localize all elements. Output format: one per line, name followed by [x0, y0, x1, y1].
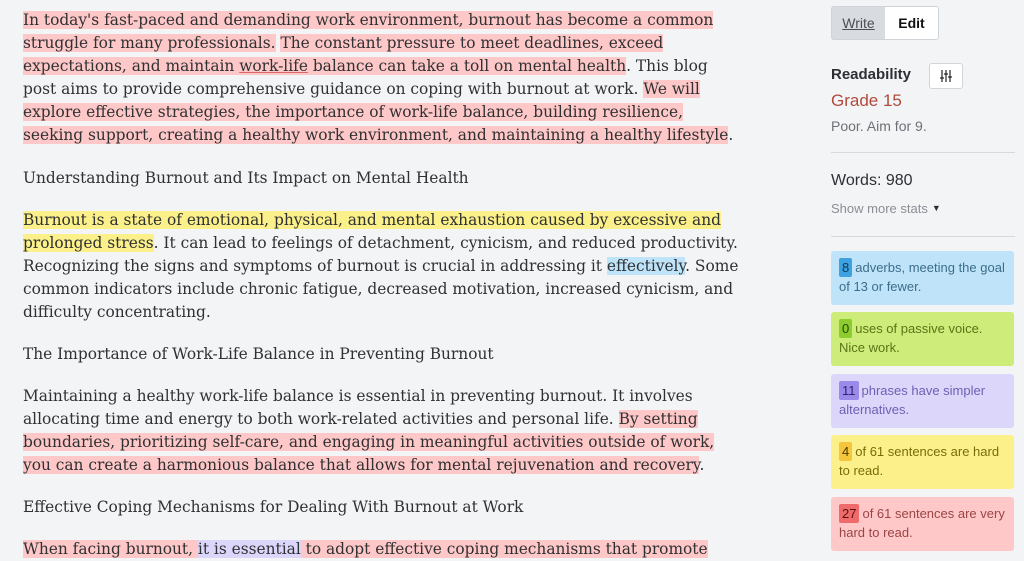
adverbs-count: 8	[839, 258, 852, 277]
simpler-phrases-count: 11	[839, 381, 859, 400]
passive-voice-card[interactable]: 0 uses of passive voice. Nice work.	[831, 312, 1014, 366]
very-hard-sentences-card[interactable]: 27 of 61 sentences are very hard to read.	[831, 497, 1014, 551]
mode-toggle[interactable]	[831, 6, 939, 40]
stats-sidebar	[815, 0, 1024, 560]
section-heading[interactable]: The Importance of Work-Life Balance in Preventing Burnout	[23, 345, 494, 363]
very-hard-sentence: By setting boundaries, prioritizing self-care, and engaging in meaningful activities outside of work, you can create a harmonious balance that allows for mental rejuvenation and recovery	[23, 410, 715, 474]
very-hard-sentence: The constant pressure to meet deadlines, exceed expectations, and maintain work-life balance can take a toll on mental health	[23, 34, 664, 75]
hard-sentences-count: 4	[839, 442, 852, 461]
passive-voice-count: 0	[839, 319, 852, 338]
sliders-icon	[939, 70, 953, 82]
caret-down-icon: ▼	[931, 203, 941, 213]
section-heading[interactable]: Understanding Burnout and Its Impact on Mental Health	[23, 169, 469, 187]
paragraph-coping[interactable]	[23, 538, 743, 561]
very-hard-sentence: We will explore effective strategies, the importance of work-life balance, building resilience, seeking support, creating a healthy work environment, and maintaining a healthy lifestyle	[23, 80, 729, 144]
simpler-phrases-card[interactable]: 11 phrases have simpler alternatives.	[831, 374, 1014, 428]
paragraph-intro[interactable]: In today's fast-paced and demanding work environment, burnout has become a common struggle for many professionals. The constant pressure to meet deadlines, exceed expectations, and maintain work-life balance can take a toll on mental health. This blog post aims to provide comprehensive guidance on coping with burnout at work. We will explore effective strategies, the importance of work-life balance, building resilience, seeking support, creating a healthy work environment, and maintaining a healthy lifestyle.	[23, 11, 734, 144]
write-mode-button[interactable]: Write	[842, 15, 875, 31]
very-hard-sentence: When facing burnout, it is essential to adopt effective coping mechanisms that promote	[23, 540, 708, 558]
paragraph-burnout[interactable]: Burnout is a state of emotional, physical, and mental exhaustion caused by excessive and prolonged stress. It can lead to feelings of detachment, cynicism, and reduced productivity. Recognizing the signs and symptoms of burnout is crucial in addressing it effectively. Some common indicators include chronic fatigue, decreased motivation, increased cynicism, and difficulty concentrating.	[23, 211, 739, 321]
paragraph-balance[interactable]: Maintaining a healthy work-life balance is essential in preventing burnout. It involves allocating time and energy to both work-related activities and personal life. By setting boundaries, prioritizing self-care, and engaging in meaningful activities outside of work, you can create a harmonious balance that allows for mental rejuvenation and recovery.	[23, 387, 715, 474]
flagged-word: work-life	[239, 57, 308, 75]
very-hard-sentence: In today's fast-paced and demanding work environment, burnout has become a common struggle for many professionals.	[23, 11, 714, 52]
adverbs-card[interactable]: 8 adverbs, meeting the goal of 13 or fewer.	[831, 251, 1014, 305]
grade-level: Grade 15	[831, 91, 902, 110]
grade-note: Poor. Aim for 9.	[831, 118, 927, 134]
word-count: Words: 980	[831, 172, 913, 189]
readability-label: Readability	[831, 66, 912, 83]
simpler-phrase-highlight: it is essential	[197, 540, 301, 558]
hard-sentences-card[interactable]: 4 of 61 sentences are hard to read.	[831, 435, 1014, 489]
edit-mode-button[interactable]: Edit	[885, 7, 938, 39]
divider	[831, 152, 1015, 153]
hard-sentence: Burnout is a state of emotional, physical, and mental exhaustion caused by excessive and prolonged stress	[23, 211, 721, 252]
section-heading[interactable]: Effective Coping Mechanisms for Dealing With Burnout at Work	[23, 498, 524, 516]
very-hard-sentences-count: 27	[839, 504, 859, 523]
divider	[831, 236, 1015, 237]
show-more-stats-link[interactable]: Show more stats ▼	[831, 201, 941, 216]
adverb-highlight: effectively	[606, 257, 686, 275]
readability-settings-button[interactable]	[929, 63, 963, 89]
